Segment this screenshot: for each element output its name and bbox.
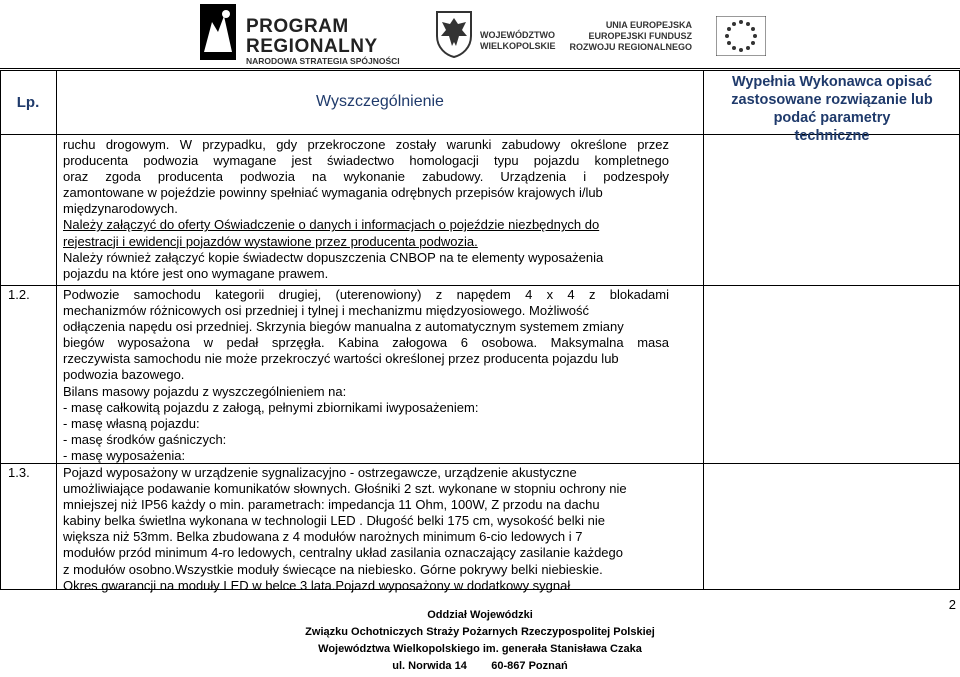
text-line: pojazdu na które jest ono wymagane prawem. <box>63 265 329 281</box>
text-line: modułów przód minimum 4-ro ledowych, centralny układ zasilania oznaczający zasilanie każdego <box>63 545 623 561</box>
text-line: biegów wyposażona w pedał sprzęgła. Kabina załogowa 6 osobowa. Maksymalna masa <box>63 335 669 351</box>
text-line: rzeczywista samochodu nie może przekroczyć wartości określonej przez producenta pojazdu lub <box>63 351 619 367</box>
text-line: mniejszej niż IP56 każdy o min. parametrach: impedancja 11 Ohm, 100W, Z przodu na dachu <box>63 497 600 513</box>
woj-logo-line2: WIELKOPOLSKIE <box>480 41 556 51</box>
text-line: - masę całkowitą pojazdu z załogą, pełnymi zbiornikami iwyposażeniem: <box>63 399 479 415</box>
spec-table <box>0 70 960 593</box>
row-number-1-2: 1.2. <box>8 287 30 302</box>
text-line: odłączenia napędu osi przedniej. Skrzynia biegów manualna z automatycznym systemem zmiany <box>63 319 624 335</box>
row-1-3-text <box>63 465 669 594</box>
col-header-contractor-line: techniczne <box>794 128 870 144</box>
program-logo-line3: NARODOWA STRATEGIA SPÓJNOŚCI <box>246 56 400 66</box>
text-line: Podwozie samochodu kategorii drugiej, (uterenowiony) z napędem 4 x 4 z blokadami <box>63 287 669 302</box>
table-col-divider-1 <box>56 70 57 590</box>
col-header-contractor-line: podać parametry <box>773 110 891 126</box>
text-line: międzynarodowych. <box>63 201 178 217</box>
program-regionalny-mark-icon <box>198 2 238 62</box>
unia-europejska-logo <box>569 12 786 62</box>
text-line: umożliwiające podawanie komunikatów słownych. Głośniki 2 szt. wykonane w stopniu ochrony nie <box>63 481 627 497</box>
woj-logo-line1: WOJEWÓDZTWO <box>480 30 555 40</box>
table-row-rule-1 <box>0 285 960 286</box>
col-header-specification: Wyszczególnienie <box>316 93 444 110</box>
ue-logo-line2: EUROPEJSKI FUNDUSZ <box>588 31 692 41</box>
table-border-left <box>0 70 1 590</box>
header-rule <box>0 68 960 69</box>
col-header-lp: Lp. <box>16 93 40 111</box>
program-logo-line1: PROGRAM <box>246 16 349 37</box>
text-line: podwozia bazowego. <box>63 367 185 383</box>
text-line: zamontowane w pojeździe powinny spełniać wymagania odrębnych przepisów krajowych i/lub <box>63 185 603 201</box>
text-line: Bilans masowy pojazdu z wyszczególnieniem na: <box>63 383 347 399</box>
text-line: kabiny belka świetlna wykonana w technologii LED . Długość belki 175 cm, wysokość belki nie <box>63 513 605 529</box>
row-number-1-3: 1.3. <box>8 465 30 480</box>
text-line: Należy również załączyć kopie świadectw dopuszczenia CNBOP na te elementy wyposażenia <box>63 249 604 265</box>
text-line: - masę środków gaśniczych: <box>63 431 227 447</box>
wojewodztwo-logo <box>434 10 584 60</box>
text-line: mechanizmów różnicowych osi przedniej i tylnej i mechanizmu międzyosiowego. Możliwość <box>63 303 589 319</box>
row-1-2-text <box>63 287 669 464</box>
footer-line: Województwa Wielkopolskiego im. generała Stanisława Czaka <box>318 643 642 655</box>
ue-logo-line1: UNIA EUROPEJSKA <box>605 20 692 30</box>
eagle-crest-icon <box>434 10 474 58</box>
text-line: ruchu drogowym. W przypadku, gdy przekroczone zostały warunki zabudowy określone przez <box>63 137 669 152</box>
text-line-underlined: rejestracji i ewidencji pojazdów wystawione przez producenta podwozia. <box>63 233 478 249</box>
col-header-contractor <box>704 70 960 144</box>
text-line: - masę własną pojazdu: <box>63 415 200 431</box>
text-line: - masę wyposażenia: <box>63 447 186 463</box>
text-line: producenta podwozia wymagane jest świadectwo homologacji typu pojazdu kompletnego <box>63 153 669 169</box>
program-logo-line2: REGIONALNY <box>246 36 378 57</box>
text-line: Okres gwarancji na moduły LED w belce 3 lata.Pojazd wyposażony w dodatkowy sygnał <box>63 577 571 593</box>
footer-line: Oddział Wojewódzki <box>427 609 533 621</box>
text-line: oraz zgoda producenta podwozia na wykonanie zabudowy. Urządzenia i podzespoły <box>63 169 669 185</box>
text-line: Pojazd wyposażony w urządzenie sygnalizacyjno - ostrzegawcze, urządzenie akustyczne <box>63 465 577 480</box>
row-continuation-text <box>63 137 669 282</box>
ue-logo-line3: ROZWOJU REGIONALNEGO <box>569 42 692 52</box>
program-regionalny-logo <box>198 2 398 66</box>
footer-line: ul. Norwida 14 60-867 Poznań <box>392 660 568 672</box>
footer-address <box>0 607 960 675</box>
col-header-contractor-line: zastosowane rozwiązanie lub <box>731 92 933 108</box>
text-line-underlined: Należy załączyć do oferty Oświadczenie o danych i informacjach o pojeździe niezbędnych do <box>63 217 600 233</box>
footer-line: Związku Ochotniczych Straży Pożarnych Rzeczypospolitej Polskiej <box>305 626 655 638</box>
col-header-contractor-line: Wypełnia Wykonawca opisać <box>731 74 933 90</box>
text-line: z modułów osobno.Wszystkie moduły świecące na niebiesko. Górne pokrywy belki niebieskie. <box>63 561 603 577</box>
text-line: większa niż 53mm. Belka zbudowana z 4 modułów narożnych minimum 6-cio ledowych i 7 <box>63 529 583 545</box>
table-col-divider-2 <box>703 70 704 590</box>
page-number: 2 <box>948 597 956 612</box>
header-logos <box>0 0 960 68</box>
eu-flag-icon <box>716 16 766 56</box>
